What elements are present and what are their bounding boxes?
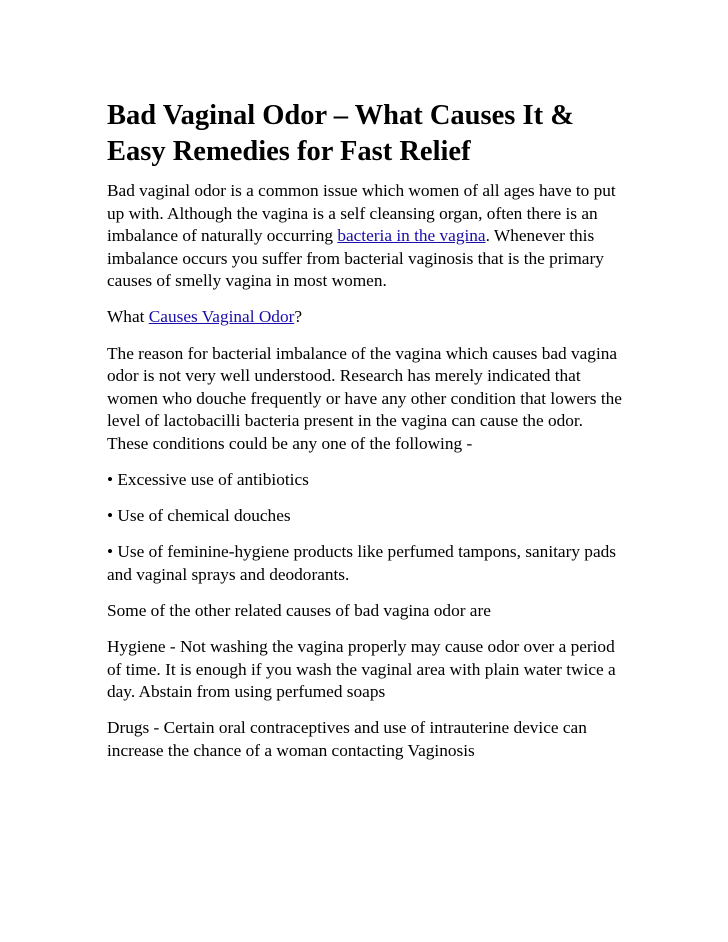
other-causes-paragraph: Some of the other related causes of bad vagina odor are — [107, 600, 491, 620]
hygiene-paragraph: Hygiene - Not washing the vagina properly may cause odor over a period of time. It is enough if you wash the vaginal area with plain water twice a day. Abstain from using perfumed soaps — [107, 637, 616, 702]
page-title: Bad Vaginal Odor – What Causes It & Easy Remedies for Fast Relief — [107, 100, 574, 167]
question-paragraph — [107, 306, 627, 329]
bullet-item: • Excessive use of antibiotics — [107, 470, 309, 490]
bacteria-in-the-vagina-link[interactable]: bacteria in the vagina — [337, 226, 486, 246]
causes-vaginal-odor-link[interactable]: Causes Vaginal Odor — [148, 307, 295, 327]
intro-text-after-link: . Whenever this imbalance occurs you suffer from bacterial vaginosis that is the primary causes of smelly vagina in most women. — [107, 226, 604, 291]
document-page — [107, 98, 627, 776]
intro-text-before-link: Bad vaginal odor is a common issue which women of all ages have to put up with. Although the vagina is a self cleansing organ, often there is an imbalance of naturally occurring — [107, 181, 616, 246]
question-suffix: ? — [294, 307, 303, 327]
bullet-item: • Use of chemical douches — [107, 506, 291, 526]
bullet-item: • Use of feminine-hygiene products like perfumed tampons, sanitary pads and vaginal sprays and deodorants. — [107, 542, 616, 584]
intro-paragraph — [107, 180, 627, 293]
drugs-paragraph: Drugs - Certain oral contraceptives and use of intrauterine device can increase the chance of a woman contacting Vaginosis — [107, 718, 587, 760]
question-prefix: What — [107, 307, 149, 327]
reason-paragraph: The reason for bacterial imbalance of the vagina which causes bad vagina odor is not very well understood. Research has merely indicated that women who douche frequently or have any other condition that lowers the level of lactobacilli bacteria present in the vagina can cause the odor. These conditions could be any one of the following - — [107, 343, 622, 453]
